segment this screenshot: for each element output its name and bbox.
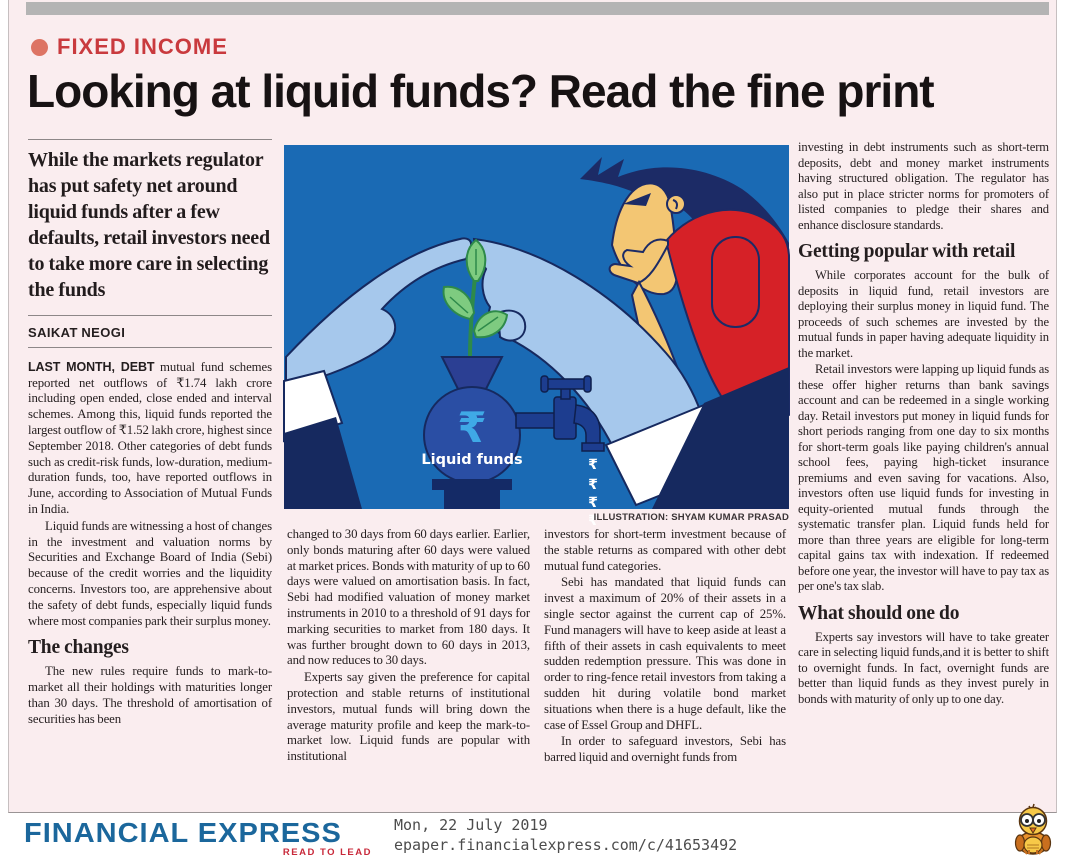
brand-logo (24, 818, 372, 858)
bullet-dot-icon (31, 39, 48, 56)
section-label: FIXED INCOME (57, 34, 228, 59)
article-paragraph: Liquid funds are witnessing a host of changes in the investment and valuation norms by Securities and Exchange Board of India (Sebi) because of the credit worries and the liquidity concerns. Investors too, are apprehensive about the safety of debt funds, especially liquid funds where most companies park their surplus money. (28, 518, 272, 628)
article-page (8, 0, 1057, 813)
article-column-1 (28, 139, 272, 811)
issue-date: Mon, 22 July 2019 (394, 816, 548, 834)
article-paragraph: Experts say investors will have to take greater care in selecting liquid funds,and it is better to shift to overnight funds. In fact, overnight funds are better than liquid funds as they invest purely in bonds with maturity of only up to one day. (798, 629, 1049, 706)
svg-text:₹: ₹ (588, 477, 598, 493)
top-masthead-bar (26, 2, 1049, 15)
paragraph-text: mutual fund schemes reported net outflows of ₹1.74 lakh crore including open ended, close ended and interval schemes. Among this, liquid funds reported the largest outflow of ₹1.52 lakh crore, highest since September 2018. Other categories of debt funds such as credit-risk funds, low-duration, medium-duration funds, too, have reported outflows in June, according to Association of Mutual Funds in India. (28, 359, 272, 516)
standfirst: While the markets regulator has put safety net around liquid funds after a few defaults, retail investors need to take more care in selecting the funds (28, 149, 270, 301)
article-column-3 (544, 527, 786, 814)
article-paragraph: Retail investors were lapping up liquid funds as these offer higher returns than bank savings account and can be redeemed in a single working day. Retail investors put money in liquid funds for short periods ranging from one day to six months for short-term goals like paying children's annual school fees, paying high-ticket insurance premiums and even saving for vacations. Also, investors often use liquid funds for investing in equity-oriented mutual funds through the systematic transfer plan. Liquid funds held for more than three years are eligible for long-term capital gains tax with indexation. If redeemed before one year, the investor will have to pay tax as per one's tax slab. (798, 362, 1049, 593)
svg-text:₹: ₹ (588, 457, 598, 473)
article-paragraph: investors for short-term investment because of the stable returns as compared with other debt mutual fund categories. (544, 527, 786, 573)
article-column-2 (287, 527, 530, 814)
epaper-url: epaper.financialexpress.com/c/41653492 (394, 836, 738, 854)
section-kicker (31, 34, 228, 60)
footer (0, 813, 1066, 858)
divider (28, 347, 272, 348)
issue-info (394, 815, 737, 855)
brand-tagline: READ TO LEAD (282, 847, 372, 858)
lead-in-text: LAST MONTH, DEBT (28, 359, 155, 374)
pedestal (432, 479, 512, 490)
byline: SAIKAT NEOGI (28, 325, 126, 340)
illustration-credit: ILLUSTRATION: SHYAM KUMAR PRASAD (593, 512, 789, 523)
article-paragraph: changed to 30 days from 60 days earlier. Earlier, only bonds maturing after 60 days were valued at market prices. Bonds with maturity of up to 60 days were valued on amortisation basis. In fact, Sebi had modified valuation of money market instruments in 2010 to a threshold of 91 days for marking securities to market from 180 days. It was further brought down to 60 days in 2013, and now reduces to 30 days. (287, 527, 530, 668)
pot-rupee-symbol: ₹ (457, 403, 487, 452)
article-paragraph: investing in debt instruments such as short-term deposits, debt and money market instruments having structured obligation. The regulator has also put in place stricter norms for promoters of listed companies to pledge their shares and enhance disclosure standards. (798, 140, 1049, 232)
article-column-4 (798, 140, 1049, 812)
brand-wordmark: FINANCIAL EXPRESS (24, 818, 342, 849)
article-paragraph (28, 360, 272, 518)
section-subhead: Getting popular with retail (798, 241, 1016, 262)
article-paragraph: In order to safeguard investors, Sebi has barred liquid and overnight funds from (544, 734, 786, 765)
page-title: Looking at liquid funds? Read the fine print (27, 65, 934, 117)
owl-mascot-icon (1008, 803, 1058, 860)
article-paragraph: The new rules require funds to mark-to-market all their holdings with maturities longer than 30 days. The threshold of amortisation of securities has been (28, 664, 272, 726)
section-subhead: What should one do (798, 602, 960, 624)
svg-text:₹: ₹ (588, 495, 598, 511)
pot-label: Liquid funds (421, 452, 523, 468)
article-paragraph: While corporates account for the bulk of deposits in liquid fund, retail investors are deploying their surplus money in liquid fund. The proceeds of such schemes are invested by the mutual funds in paper having adequate liquidity in the market. (798, 268, 1049, 360)
article-paragraph: Sebi has mandated that liquid funds can invest a maximum of 20% of their assets in a single sector against the current cap of 25%. Fund managers will have to keep aside at least a fifth of their assets in cash equivalents to meet sudden redemption pressure. This was done in order to ring-fence retail investors from taking a sudden hit during volatile bond market situations when there is a huge default, like the case of Essel Group and DHFL. (544, 575, 786, 732)
article-paragraph: Experts say given the preference for capital protection and stable returns of institutional investors, mutual funds will bring down the average maturity profile and keep the mark-to-market low. Liquid funds are popular with institutional (287, 670, 530, 764)
svg-text:₹: ₹ (588, 513, 598, 529)
section-subhead: The changes (28, 637, 129, 659)
